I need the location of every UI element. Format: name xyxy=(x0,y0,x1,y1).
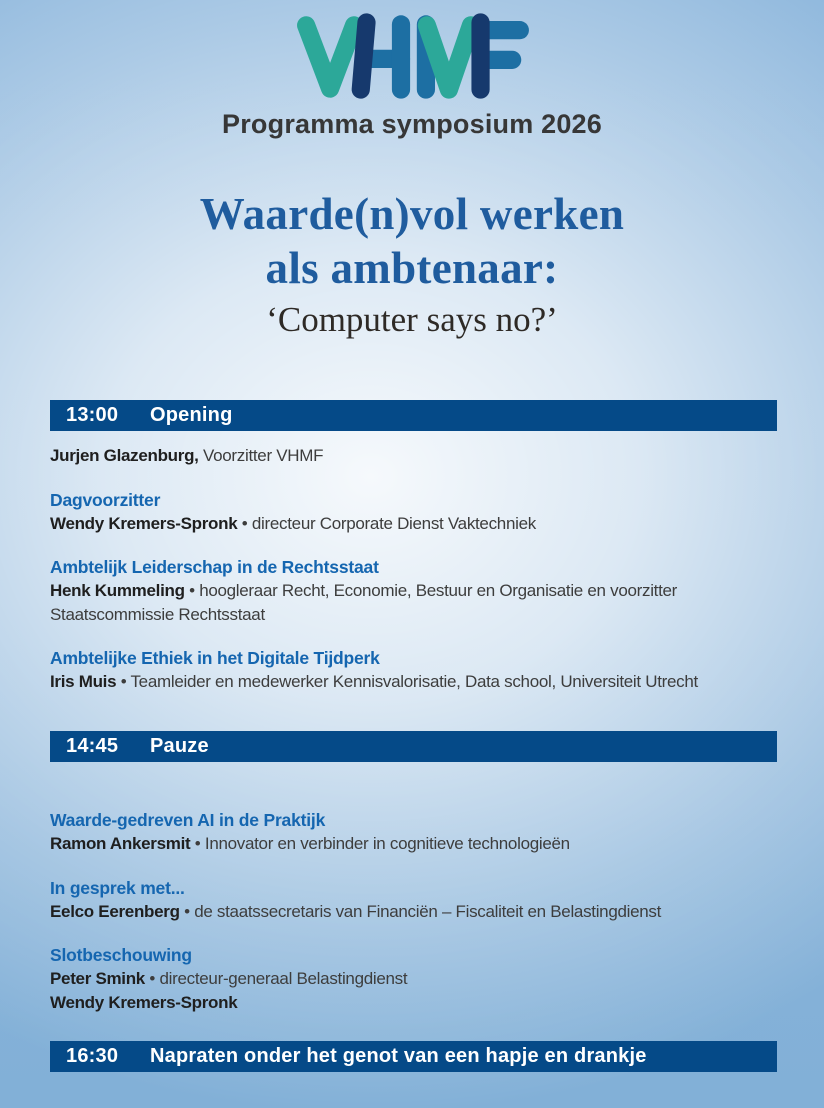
session-time: 13:00 xyxy=(66,404,119,426)
program-item-heading: In gesprek met... xyxy=(50,878,185,898)
vhmf-logo xyxy=(290,10,535,102)
bullet-separator: • xyxy=(189,581,195,600)
speaker-line xyxy=(50,900,777,924)
session-time: 14:45 xyxy=(66,735,119,757)
program-item xyxy=(50,943,777,1015)
speaker-line xyxy=(50,832,777,856)
speaker-line xyxy=(50,670,777,694)
program-item xyxy=(50,555,777,627)
program-item-heading: Dagvoorzitter xyxy=(50,490,161,510)
speaker-line xyxy=(50,579,777,627)
speaker-role: Teamleider en medewerker Kennisvalorisatie, Data school, Universiteit Utrecht xyxy=(130,672,698,691)
session-bar-opening xyxy=(50,400,777,431)
speaker-name: Jurjen Glazenburg, xyxy=(50,446,199,465)
bullet-separator: • xyxy=(149,969,156,988)
flyer-header xyxy=(0,0,824,141)
speaker-name: Eelco Eerenberg xyxy=(50,902,180,921)
speaker-name: Wendy Kremers-Spronk xyxy=(50,514,238,533)
speaker-line xyxy=(50,991,777,1015)
bullet-separator: • xyxy=(194,834,201,853)
session-title: Napraten onder het genot van een hapje en drankje xyxy=(150,1045,647,1067)
program-item xyxy=(50,444,777,468)
program-item xyxy=(50,646,777,694)
session-bar-pauze xyxy=(50,731,777,762)
session-title: Pauze xyxy=(150,735,209,757)
speaker-name: Henk Kummeling xyxy=(50,581,185,600)
session-bar-napraten xyxy=(50,1041,777,1072)
speaker-role: Voorzitter VHMF xyxy=(203,446,324,465)
speaker-line xyxy=(50,444,777,468)
program-label: Programma symposium 2026 xyxy=(222,109,602,139)
speaker-name: Ramon Ankersmit xyxy=(50,834,191,853)
session-time: 16:30 xyxy=(66,1045,119,1067)
speaker-name: Iris Muis xyxy=(50,672,117,691)
bullet-separator: • xyxy=(184,902,190,921)
speaker-line xyxy=(50,512,777,536)
speaker-line xyxy=(50,967,777,991)
bullet-separator: • xyxy=(120,672,127,691)
speaker-name: Peter Smink xyxy=(50,969,145,988)
speaker-role: directeur-generaal Belastingdienst xyxy=(159,969,408,988)
program-item-heading: Ambtelijke Ethiek in het Digitale Tijdperk xyxy=(50,648,380,668)
agenda xyxy=(50,400,777,1072)
speaker-role: hoogleraar Recht, Economie, Bestuur en Organisatie en voorzitter Staatscommissie Rechtsstaat xyxy=(50,581,678,624)
program-item-heading: Waarde-gedreven AI in de Praktijk xyxy=(50,810,326,830)
program-item-heading: Slotbeschouwing xyxy=(50,945,192,965)
speaker-role: Innovator en verbinder in cognitieve technologieën xyxy=(204,834,570,853)
event-subtitle: ‘Computer says no?’ xyxy=(266,300,558,339)
speaker-role: de staatssecretaris van Financiën – Fiscaliteit en Belastingdienst xyxy=(194,902,662,921)
speaker-role: directeur Corporate Dienst Vaktechniek xyxy=(251,514,536,533)
program-item-heading: Ambtelijk Leiderschap in de Rechtsstaat xyxy=(50,557,379,577)
program-item xyxy=(50,488,777,536)
event-title-line1: Waarde(n)vol werken xyxy=(199,189,625,239)
session-title: Opening xyxy=(150,404,233,426)
program-item xyxy=(50,876,777,924)
event-title-line2: als ambtenaar: xyxy=(265,243,559,293)
event-title-block xyxy=(0,187,824,343)
program-item xyxy=(50,808,777,856)
speaker-name: Wendy Kremers-Spronk xyxy=(50,993,238,1012)
bullet-separator: • xyxy=(241,514,248,533)
